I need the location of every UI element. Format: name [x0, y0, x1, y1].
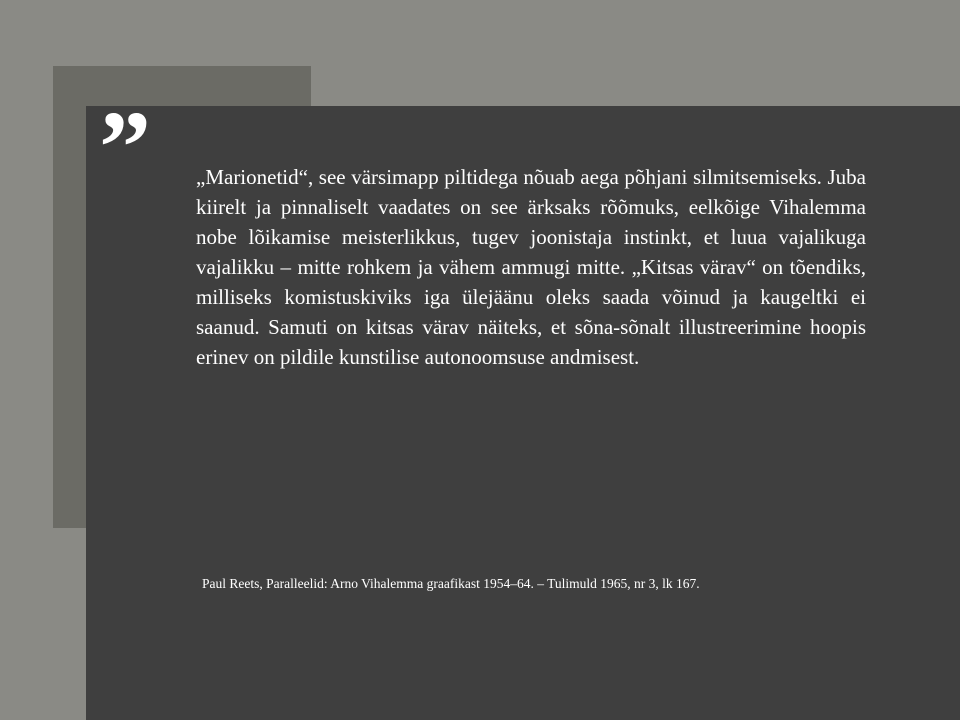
quote-text: „Marionetid“, see värsimapp piltidega nõuab aega põhjani silmitsemiseks. Juba kiirelt ja pinnaliselt vaadates on see ärksaks rõõmuks, eelkõige Vihalemma nobe lõikamise meisterlikkus, tugev joonistaja instinkt, et luua vajalikuga vajalikku – mitte rohkem ja vähem ammugi mitte. „Kitsas värav“ on tõendiks, milliseks komistuskiviks iga ülejäänu oleks saada võinud ja kaugeltki ei saanud. Samuti on kitsas värav näiteks, et sõna-sõnalt illustreerimine hoopis erinev on pildile kunstilise autonoomsuse andmisest.: [196, 165, 866, 369]
citation-text: Paul Reets, Paralleelid: Arno Vihalemma graafikast 1954–64. – Tulimuld 1965, nr 3, lk 167.: [202, 576, 700, 591]
quotation-mark-icon: ”: [99, 90, 151, 205]
